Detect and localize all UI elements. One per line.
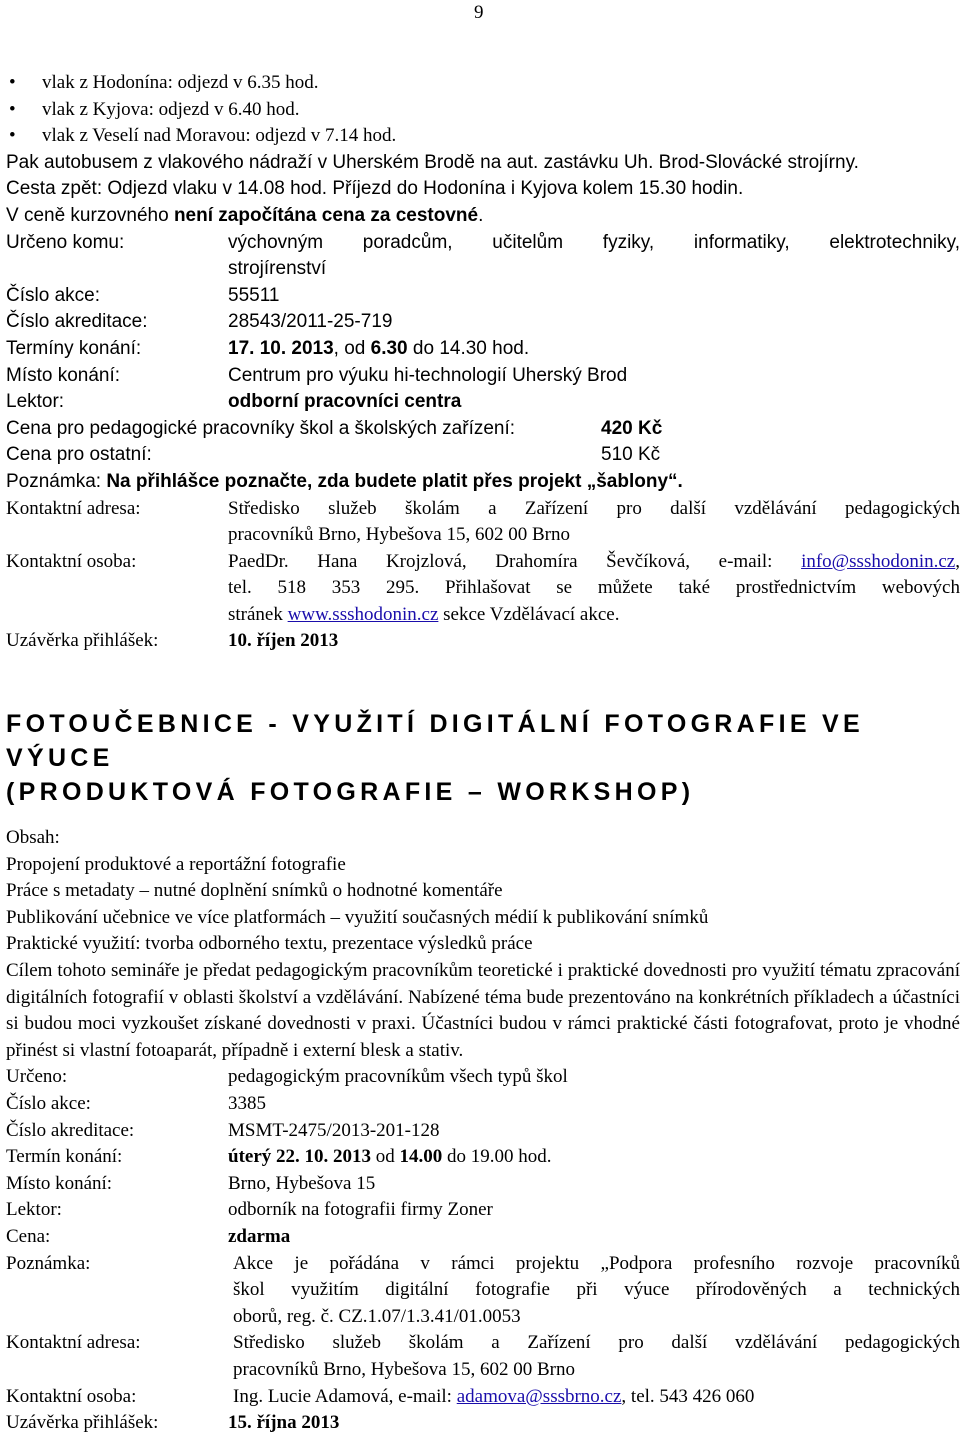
accreditation-number: 28543/2011-25-719 (228, 311, 393, 333)
contact-person: Ing. Lucie Adamová, e-mail: adamova@sssbrno.cz, tel. 543 426 060 (233, 1385, 755, 1407)
lecturer-row (6, 389, 960, 416)
contact-address-cont: pracovníků Brno, Hybešova 15, 602 00 Brno (233, 1358, 575, 1380)
contact-address-cont: pracovníků Brno, Hybešova 15, 602 00 Brno (228, 524, 570, 546)
price-teachers: 420 Kč (601, 417, 663, 439)
deadline-label: Uzávěrka přihlášek: (6, 1412, 159, 1434)
note-row: Poznámka: Na přihlášce poznačte, zda budete platit přes projekt „šablony“. (6, 470, 683, 492)
deadline: 15. října 2013 (228, 1412, 340, 1434)
email-link[interactable]: info@ssshodonin.cz (801, 550, 956, 572)
content-item: Práce s metadaty – nutné doplnění snímků o hodnotné komentáře (6, 880, 503, 902)
event-number: 3385 (228, 1093, 266, 1114)
contact-address-row-2 (6, 1330, 960, 1383)
target-row-2 (6, 1064, 960, 1091)
section-heading: FOTOUČEBNICE - VYUŽITÍ DIGITÁLNÍ FOTOGRAFIE VE VÝUCE (PRODUKTOVÁ FOTOGRAFIE – WORKSHOP) (6, 710, 865, 807)
contact-person-label: Kontaktní osoba: (6, 550, 137, 572)
target-value: pedagogickým pracovníkům všech typů škol (228, 1066, 568, 1088)
price-teachers-label: Cena pro pedagogické pracovníky škol a školských zařízení: (6, 417, 516, 439)
target-row (6, 230, 960, 283)
date-value: úterý 22. 10. 2013 od 14.00 do 19.00 hod. (228, 1146, 552, 1168)
deadline: 10. říjen 2013 (228, 630, 339, 652)
contact-address-label: Kontaktní adresa: (6, 497, 141, 519)
event-number-label: Číslo akce: (6, 284, 100, 306)
bus-info: Pak autobusem z vlakového nádraží v Uherském Brodě na aut. zastávku Uh. Brod-Slovácké strojírny. (6, 151, 859, 173)
page-content (6, 70, 960, 1437)
target-label: Určeno: (6, 1066, 68, 1088)
event-number-row-2 (6, 1091, 960, 1118)
venue: Brno, Hybešova 15 (228, 1172, 376, 1194)
dates-value: 17. 10. 2013, od 6.30 do 14.30 hod. (228, 337, 530, 359)
deadline-label: Uzávěrka přihlášek: (6, 630, 159, 652)
venue-row-2 (6, 1171, 960, 1198)
contact-person-row (6, 549, 960, 629)
target-value-cont: strojírenství (228, 258, 327, 280)
target-label: Určeno komu: (6, 231, 125, 253)
price-others-label: Cena pro ostatní: (6, 444, 152, 466)
contact-address: Středisko služeb školám a Zařízení pro další vzdělávání pedagogických (228, 497, 960, 519)
content-item: Propojení produktové a reportážní fotografie (6, 853, 346, 875)
venue: Centrum pro výuku hi-technologií Uherský Brod (228, 364, 628, 386)
lecturer: odborní pracovníci centra (228, 391, 462, 413)
email-link[interactable]: adamova@sssbrno.cz (456, 1385, 622, 1407)
price-teachers-row (6, 416, 960, 443)
contact-person-label: Kontaktní osoba: (6, 1385, 137, 1407)
venue-row (6, 363, 960, 390)
date-label: Termín konání: (6, 1146, 123, 1168)
dates-row (6, 336, 960, 363)
page-number: 9 (474, 2, 484, 23)
note-text-cont: oborů, reg. č. CZ.1.07/1.3.41/01.0053 (233, 1305, 521, 1327)
contact-phone: tel. 518 353 295. Přihlašovat se můžete také prostřednictvím webových (228, 577, 960, 599)
contact-person-row-2 (6, 1384, 960, 1411)
accreditation-label: Číslo akreditace: (6, 1119, 135, 1141)
description-paragraph: Cílem tohoto semináře je předat pedagogickým pracovníkům teoretické i praktické dovednosti pro využití tématu zpracování digitálních fotografií v oblasti školství a vzdělávání. Nabízené téma bude prezentováno na konkrétních příkladech a účastníci si budou moci vyzkoušet získané dovednosti v praxi. Účastníci budou v rámci praktické části fotografovat, proto je vhodné přinést si vlastní fotoaparát, případně i externí blesk a stativ. (6, 960, 960, 1061)
note-text-cont: škol využitím digitální fotografie při výuce přírodověných a technických (233, 1279, 960, 1301)
content-label: Obsah: (6, 827, 60, 849)
accreditation-label: Číslo akreditace: (6, 311, 148, 333)
transport-list (6, 70, 960, 150)
date-row-2 (6, 1144, 960, 1171)
list-item: • vlak z Veselí nad Moravou: odjezd v 7.14 hod. (6, 123, 960, 150)
list-item: • vlak z Hodonína: odjezd v 6.35 hod. (6, 70, 960, 97)
note-row-2 (6, 1251, 960, 1331)
event-number-label: Číslo akce: (6, 1093, 91, 1114)
event-number-row (6, 283, 960, 310)
contact-web: stránek www.ssshodonin.cz sekce Vzdělávací akce. (228, 603, 620, 625)
return-info: Cesta zpět: Odjezd vlaku v 14.08 hod. Příjezd do Hodonína i Kyjova kolem 15.30 hodin. (6, 178, 744, 200)
lecturer: odborník na fotografii firmy Zoner (228, 1199, 493, 1221)
lecturer-label: Lektor: (6, 391, 65, 413)
contact-address-row (6, 496, 960, 549)
price-label: Cena: (6, 1225, 51, 1247)
price-note: V ceně kurzovného není započítána cena za cestovné. (6, 204, 484, 226)
event-number: 55511 (228, 284, 280, 306)
accreditation-number: MSMT-2475/2013-201-128 (228, 1119, 440, 1141)
price: zdarma (228, 1225, 291, 1247)
price-row-2 (6, 1224, 960, 1251)
accreditation-row (6, 309, 960, 336)
lecturer-row-2 (6, 1197, 960, 1224)
price-others-row (6, 442, 960, 469)
list-item: • vlak z Kyjova: odjezd v 6.40 hod. (6, 97, 960, 124)
target-value: výchovným poradcům, učitelům fyziky, informatiky, elektrotechniky, (228, 231, 960, 253)
contact-address-label: Kontaktní adresa: (6, 1332, 141, 1354)
deadline-row-2 (6, 1410, 960, 1437)
note-label: Poznámka: (6, 1252, 91, 1274)
accreditation-row-2 (6, 1118, 960, 1145)
venue-label: Místo konání: (6, 364, 121, 386)
content-item: Publikování učebnice ve více platformách – využití současných médií k publikování snímků (6, 906, 709, 928)
venue-label: Místo konání: (6, 1172, 113, 1194)
lecturer-label: Lektor: (6, 1199, 62, 1221)
website-link[interactable]: www.ssshodonin.cz (287, 603, 439, 625)
price-others: 510 Kč (601, 444, 661, 466)
dates-label: Termíny konání: (6, 337, 142, 359)
note-text: Akce je pořádána v rámci projektu „Podpora profesního rozvoje pracovníků (233, 1252, 960, 1274)
content-item: Praktické využití: tvorba odborného textu, prezentace výsledků práce (6, 933, 533, 955)
contact-person: PaedDr. Hana Krojzlová, Drahomíra Ševčíková, e-mail: info@ssshodonin.cz, (228, 550, 960, 572)
deadline-row (6, 628, 960, 655)
contact-address: Středisko služeb školám a Zařízení pro další vzdělávání pedagogických (233, 1332, 960, 1354)
